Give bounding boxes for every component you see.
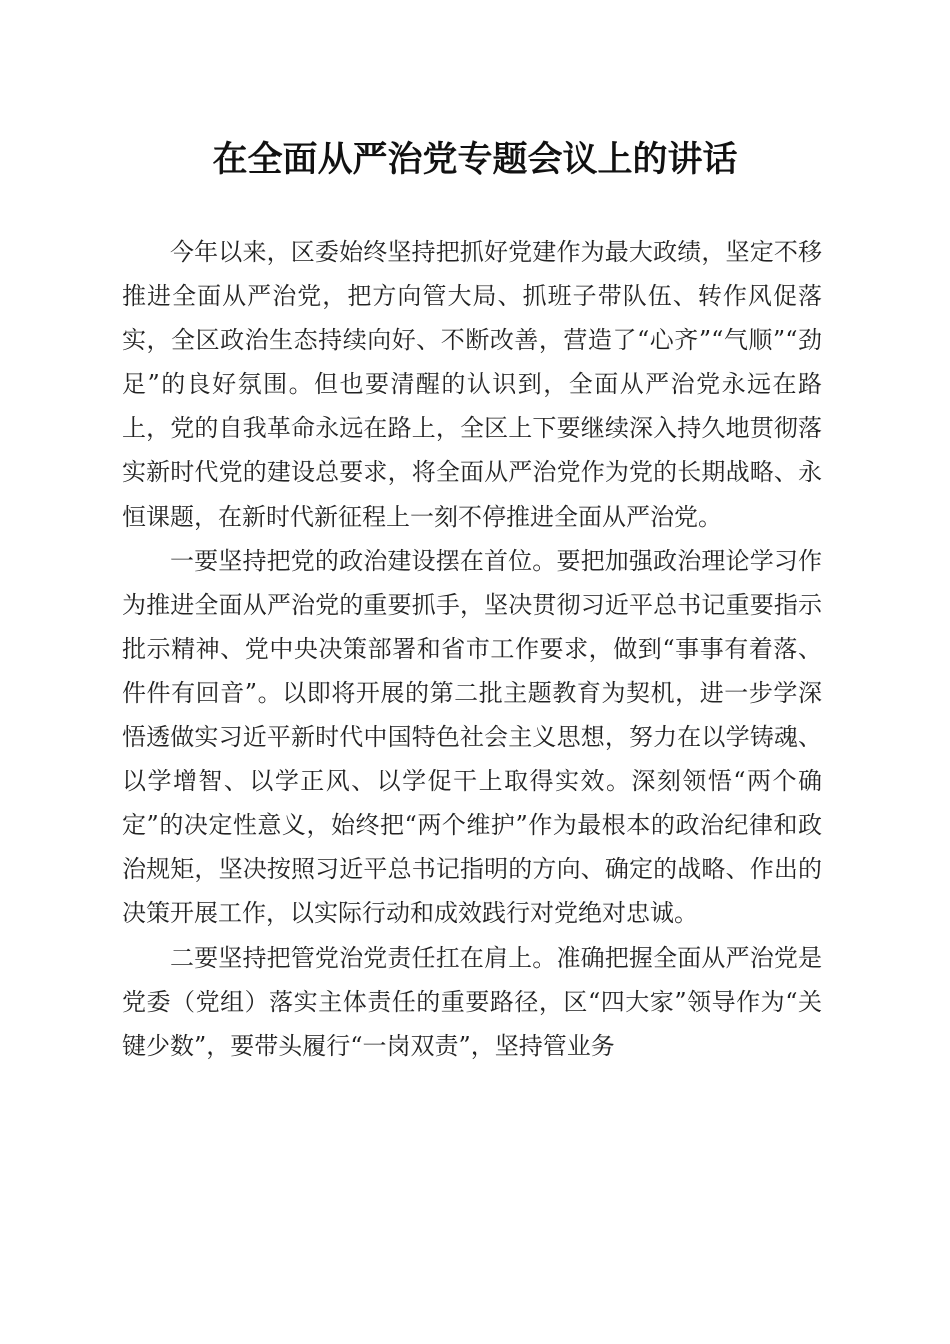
document-body: [122, 230, 822, 1068]
paragraph-intro: 今年以来，区委始终坚持把抓好党建作为最大政绩，坚定不移推进全面从严治党，把方向管大局、抓班子带队伍、转作风促落实，全区政治生态持续向好、不断改善，营造了“心齐”“气顺”“劲足”的良好氛围。但也要清醒的认识到，全面从严治党永远在路上，党的自我革命永远在路上，全区上下要继续深入持久地贯彻落实新时代党的建设总要求，将全面从严治党作为党的长期战略、永恒课题，在新时代新征程上一刻不停推进全面从严治党。: [122, 238, 822, 531]
document-title: 在全面从严治党专题会议上的讲话: [212, 139, 738, 180]
paragraph-point-one: 一要坚持把党的政治建设摆在首位。要把加强政治理论学习作为推进全面从严治党的重要抓手，坚决贯彻习近平总书记重要指示批示精神、党中央决策部署和省市工作要求，做到“事事有着落、件件有回音”。以即将开展的第二批主题教育为契机，进一步学深悟透做实习近平新时代中国特色社会主义思想，努力在以学铸魂、以学增智、以学正风、以学促干上取得实效。深刻领悟“两个确定”的决定性意义，始终把“两个维护”作为最根本的政治纪律和政治规矩，坚决按照习近平总书记指明的方向、确定的战略、作出的决策开展工作，以实际行动和成效践行对党绝对忠诚。: [122, 546, 822, 928]
paragraph-point-two: 二要坚持把管党治党责任扛在肩上。准确把握全面从严治党是党委（党组）落实主体责任的重要路径，区“四大家”领导作为“关键少数”，要带头履行“一岗双责”，坚持管业务: [122, 943, 822, 1060]
